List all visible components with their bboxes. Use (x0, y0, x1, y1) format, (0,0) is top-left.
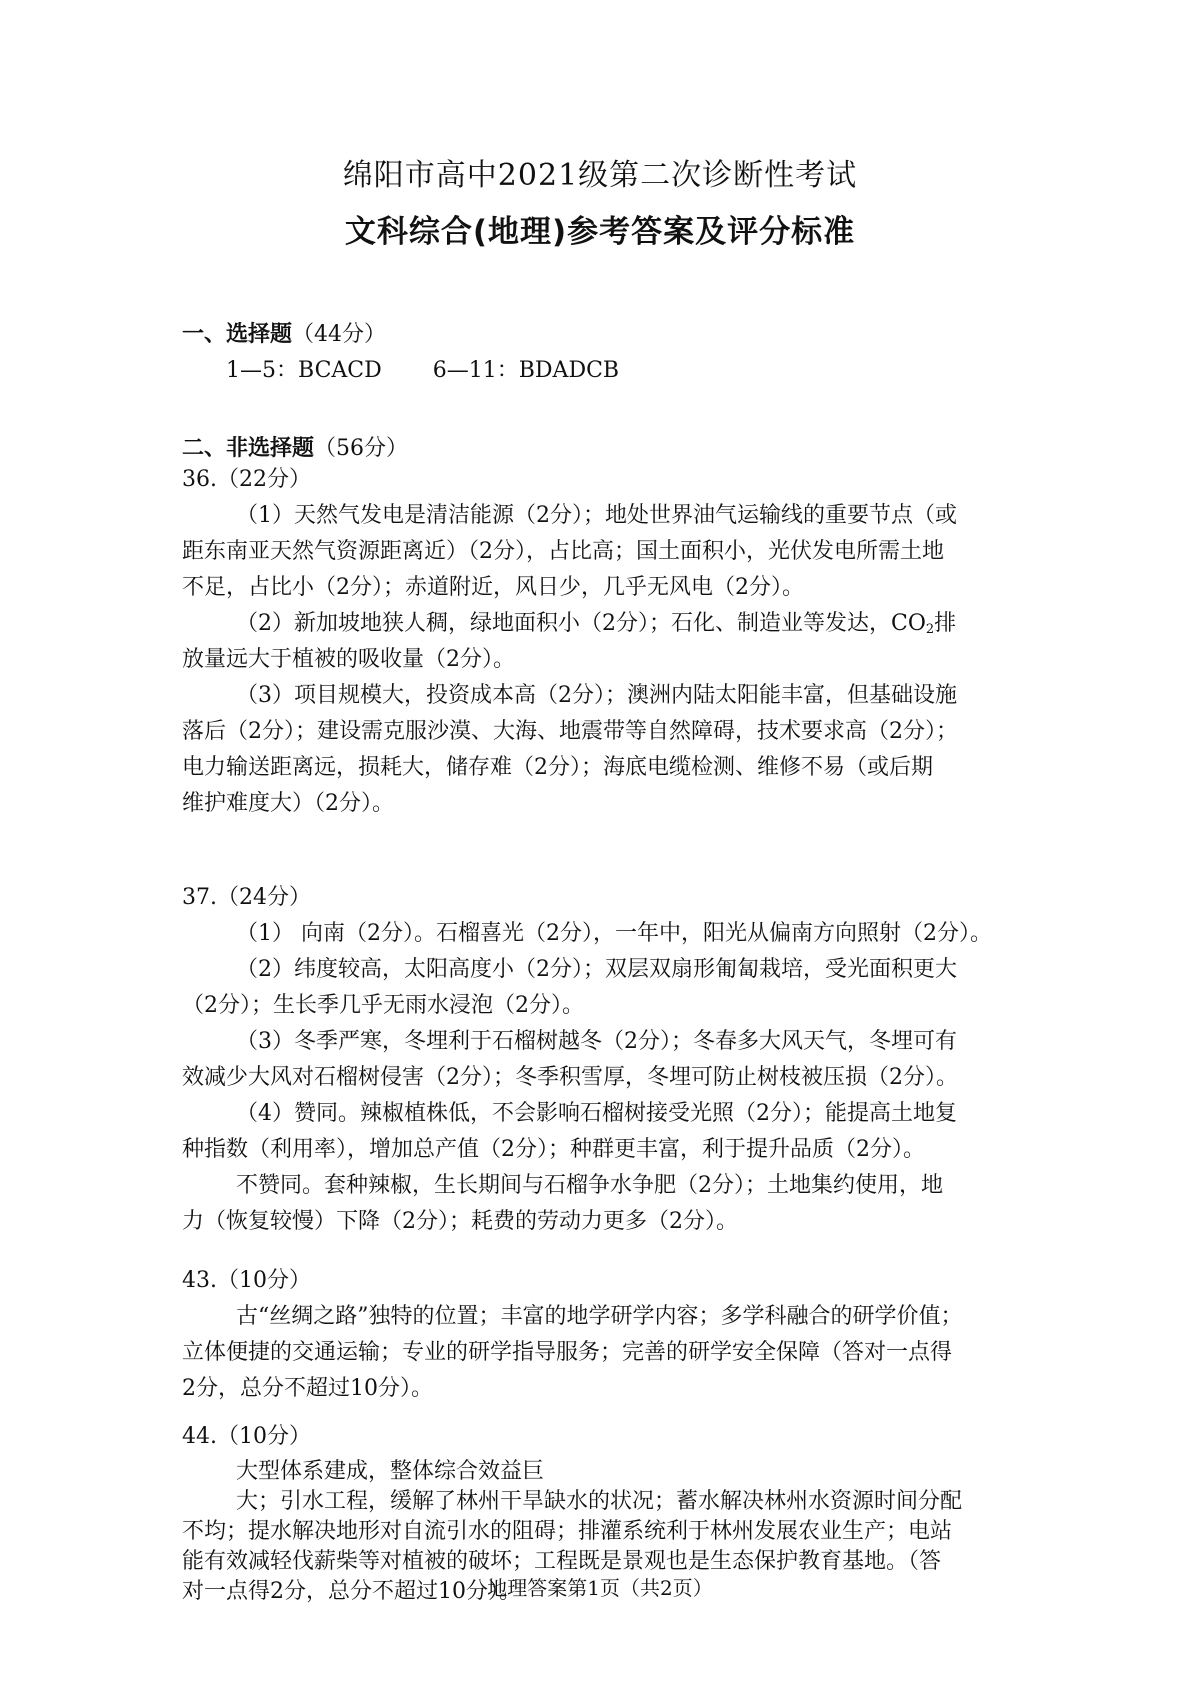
answer-line: （4）赞同。辣椒植株低，不会影响石榴树接受光照（2分）；能提高土地复 (236, 1101, 957, 1126)
choice-answers: 1—5：BCACD 6—11：BDADCB (226, 358, 620, 383)
answer-line: 大型体系建成，整体综合效益巨 (236, 1459, 545, 1484)
answer-line: 种指数（利用率），增加总产值（2分）；种群更丰富，利于提升品质（2分）。 (182, 1137, 925, 1162)
section-points: （56分） (314, 436, 409, 461)
page-footer: 地理答案第1页（共2页） (487, 1576, 713, 1600)
answer-line: 能有效减轻伐薪柴等对植被的破坏；工程既是景观也是生态保护教育基地。（答 (182, 1549, 942, 1574)
section-points: （44分） (292, 322, 387, 347)
answer-line: 不赞同。套种辣椒，生长期间与石榴争水争肥（2分）；土地集约使用，地 (236, 1173, 943, 1198)
question-label-36: 36.（22分） (182, 467, 311, 492)
answer-line: 落后（2分）；建设需克服沙漠、大海、地震带等自然障碍，技术要求高（2分）； (182, 719, 958, 744)
answer-text: （2）新加坡地狭人稠，绿地面积小（2分）；石化、制造业等发达， (236, 611, 891, 636)
answer-line: 2分，总分不超过10分）。 (182, 1376, 433, 1401)
page-subtitle: 文科综合(地理)参考答案及评分标准 (344, 214, 856, 250)
question-label-43: 43.（10分） (182, 1268, 311, 1293)
page-title: 绵阳市高中2021级第二次诊断性考试 (342, 158, 858, 193)
answer-line: 不足，占比小（2分）；赤道附近，风日少，几乎无风电（2分）。 (182, 575, 804, 600)
answer-line: （3）冬季严寒，冬埋利于石榴树越冬（2分）；冬春多大风天气，冬埋可有 (236, 1029, 957, 1054)
answer-line: （2分）；生长季几乎无雨水浸泡（2分）。 (182, 993, 584, 1018)
answer-line: 大；引水工程，缓解了林州干旱缺水的状况；蓄水解决林州水资源时间分配 (236, 1489, 963, 1514)
answer-line: 力（恢复较慢）下降（2分）；耗费的劳动力更多（2分）。 (182, 1209, 738, 1234)
question-label-44: 44.（10分） (182, 1424, 311, 1449)
answer-line: （1） 向南（2分）。石榴喜光（2分），一年中，阳光从偏南方向照射（2分）。 (236, 921, 992, 946)
answer-line: （3）项目规模大，投资成本高（2分）；澳洲内陆太阳能丰富，但基础设施 (236, 683, 957, 708)
answer-line: 电力输送距离远，损耗大，储存难（2分）；海底电缆检测、维修不易（或后期 (182, 755, 933, 780)
section-heading-text: 一、选择题 (182, 322, 293, 347)
co2-formula: $CO_2$ (891, 611, 935, 637)
section-heading-nonchoice (182, 431, 408, 462)
answer-text: 排 (934, 611, 957, 636)
answer-line: 放量远大于植被的吸收量（2分）。 (182, 647, 515, 672)
answer-line: （1）天然气发电是清洁能源（2分）；地处世界油气运输线的重要节点（或 (236, 503, 957, 528)
answer-line: 效减少大风对石榴树侵害（2分）；冬季积雪厚，冬埋可防止树枝被压损（2分）。 (182, 1065, 958, 1090)
answer-line: 古“丝绸之路”独特的位置；丰富的地学研学内容；多学科融合的研学价值； (236, 1304, 963, 1329)
answer-line: 对一点得2分，总分不超过10分）。 (182, 1579, 521, 1604)
section-heading-text: 二、非选择题 (182, 436, 315, 461)
section-heading-choice (182, 317, 386, 348)
answer-line: 立体便捷的交通运输；专业的研学指导服务；完善的研学安全保障（答对一点得 (182, 1340, 953, 1365)
answer-line: 维护难度大）（2分）。 (182, 791, 394, 816)
answer-line: （2）纬度较高，太阳高度小（2分）；双层双扇形匍匐栽培，受光面积更大 (236, 957, 957, 982)
answer-line: 距东南亚天然气资源距离近）（2分），占比高；国土面积小，光伏发电所需土地 (182, 539, 944, 564)
question-label-37: 37.（24分） (182, 885, 311, 910)
answer-line: 不均；提水解决地形对自流引水的阻碍；排灌系统利于林州发展农业生产；电站 (182, 1519, 953, 1544)
